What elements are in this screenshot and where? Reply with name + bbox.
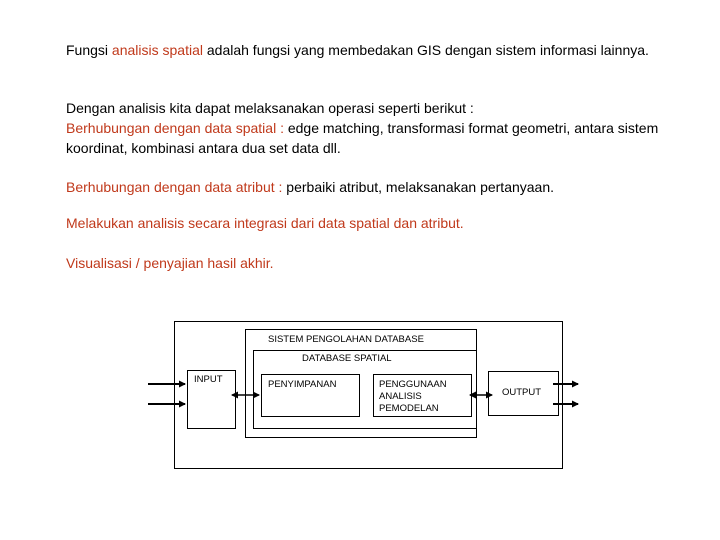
penggunaan-label: PENGGUNAAN ANALISIS PEMODELAN <box>379 379 447 414</box>
database-spatial-label: DATABASE SPATIAL <box>302 353 392 364</box>
heading-data-spatial: Berhubungan dengan data spatial : <box>66 120 284 136</box>
output-label: OUTPUT <box>502 387 542 398</box>
input-label: INPUT <box>194 374 223 385</box>
paragraph-visualisasi: Visualisasi / penyajian hasil akhir. <box>66 255 274 271</box>
penyimpanan-label: PENYIMPANAN <box>268 379 337 390</box>
paragraph-data-atribut: Berhubungan dengan data atribut : perbaiki atribut, melaksanakan pertanyaan. <box>66 179 555 195</box>
operations-intro: Dengan analisis kita dapat melaksanakan operasi seperti berikut : <box>66 100 474 116</box>
sistem-pengolahan-label: SISTEM PENGOLAHAN DATABASE <box>268 334 424 345</box>
paragraph-integrasi: Melakukan analisis secara integrasi dari data spatial dan atribut. <box>66 215 464 231</box>
paragraph-definition: Fungsi analisis spatial adalah fungsi yang membedakan GIS dengan sistem informasi lainnya. <box>66 42 649 58</box>
term-analisis-spatial: analisis spatial <box>111 42 203 58</box>
heading-data-atribut: Berhubungan dengan data atribut : <box>66 179 283 195</box>
paragraph-operations: Dengan analisis kita dapat melaksanakan operasi seperti berikut : Berhubungan dengan data spatial : edge matching, transformasi format geometri, antara sistem koordinat, kombinasi antara dua set data dll. <box>66 100 659 156</box>
